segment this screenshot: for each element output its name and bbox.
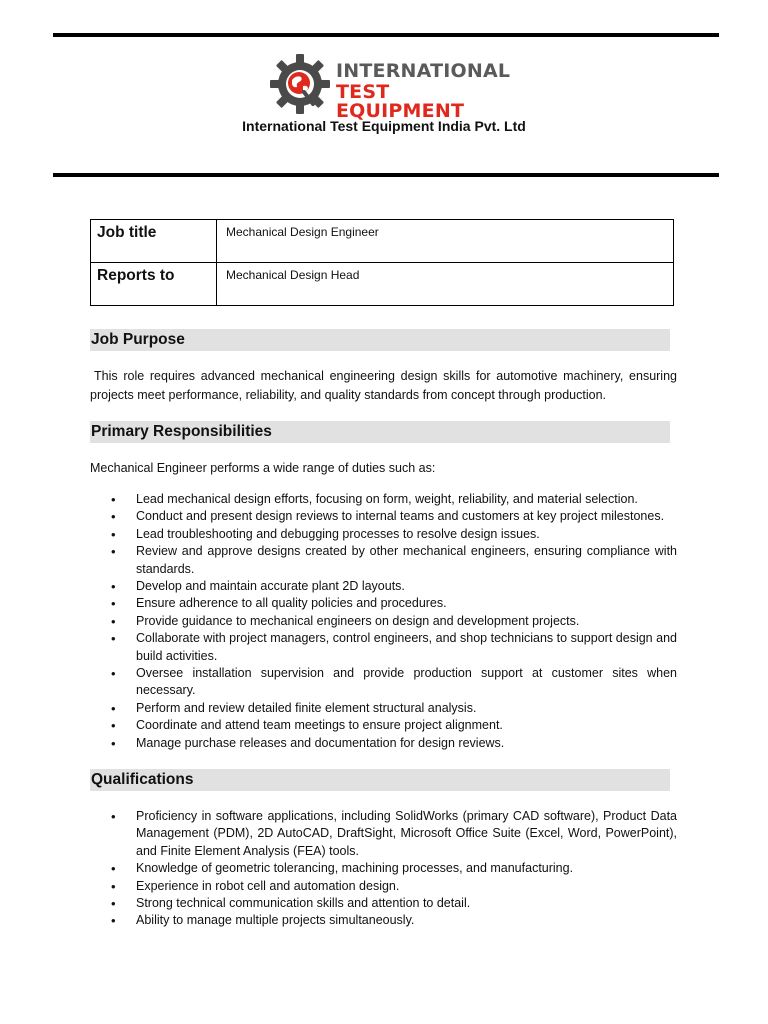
section-heading-text: Qualifications [91, 771, 194, 788]
logo-wordmark-line2: TEST EQUIPMENT [336, 81, 465, 122]
reports-to-label: Reports to [91, 263, 217, 306]
list-item: • Perform and review detailed finite element structural analysis. [90, 700, 677, 717]
responsibilities-list [90, 491, 677, 752]
responsibilities-intro: Mechanical Engineer performs a wide range of duties such as: [90, 461, 436, 475]
list-item: • Lead troubleshooting and debugging processes to resolve design issues. [90, 526, 677, 543]
list-item: • Proficiency in software applications, including SolidWorks (primary CAD software), Product Data Management (PDM), 2D AutoCAD, DraftSight, Microsoft Office Suite (Excel, Word, PowerPoint), and Finite Element Analysis (FEA) tools. [90, 808, 677, 860]
top-divider [53, 33, 719, 37]
section-heading-text: Primary Responsibilities [91, 423, 272, 440]
reports-to-value: Mechanical Design Head [217, 263, 674, 306]
table-row [91, 263, 674, 306]
list-item: • Ability to manage multiple projects simultaneously. [90, 912, 677, 929]
list-item: • Provide guidance to mechanical engineers on design and development projects. [90, 613, 677, 630]
header-bottom-divider [53, 173, 719, 177]
list-item: • Strong technical communication skills and attention to detail. [90, 895, 677, 912]
list-item: • Manage purchase releases and documentation for design reviews. [90, 735, 677, 752]
list-item: • Knowledge of geometric tolerancing, machining processes, and manufacturing. [90, 860, 677, 877]
job-title-label: Job title [91, 220, 217, 263]
list-item: • Experience in robot cell and automation design. [90, 878, 677, 895]
qualifications-heading [90, 769, 670, 791]
job-purpose-heading [90, 329, 670, 351]
qualifications-list [90, 808, 677, 930]
list-item: • Review and approve designs created by other mechanical engineers, ensuring compliance with standards. [90, 543, 677, 578]
list-item: • Oversee installation supervision and provide production support at customer sites when necessary. [90, 665, 677, 700]
gear-globe-icon [268, 52, 332, 116]
list-item: • Conduct and present design reviews to internal teams and customers at key project milestones. [90, 508, 677, 525]
section-heading-text: Job Purpose [91, 331, 185, 348]
company-logo [268, 52, 511, 122]
logo-wordmark-line1: INTERNATIONAL [336, 60, 511, 82]
list-item: • Ensure adherence to all quality policies and procedures. [90, 595, 677, 612]
job-purpose-text: This role requires advanced mechanical engineering design skills for automotive machinery, ensuring projects meet performance, reliability, and quality standards from concept through production. [90, 369, 677, 402]
table-row [91, 220, 674, 263]
responsibilities-heading [90, 421, 670, 443]
list-item: • Collaborate with project managers, control engineers, and shop technicians to support design and build activities. [90, 630, 677, 665]
list-item: • Lead mechanical design efforts, focusing on form, weight, reliability, and material selection. [90, 491, 677, 508]
list-item: • Coordinate and attend team meetings to ensure project alignment. [90, 717, 677, 734]
job-info-table [90, 219, 674, 306]
company-name: International Test Equipment India Pvt. Ltd [242, 118, 526, 134]
list-item: • Develop and maintain accurate plant 2D layouts. [90, 578, 677, 595]
job-title-value: Mechanical Design Engineer [217, 220, 674, 263]
